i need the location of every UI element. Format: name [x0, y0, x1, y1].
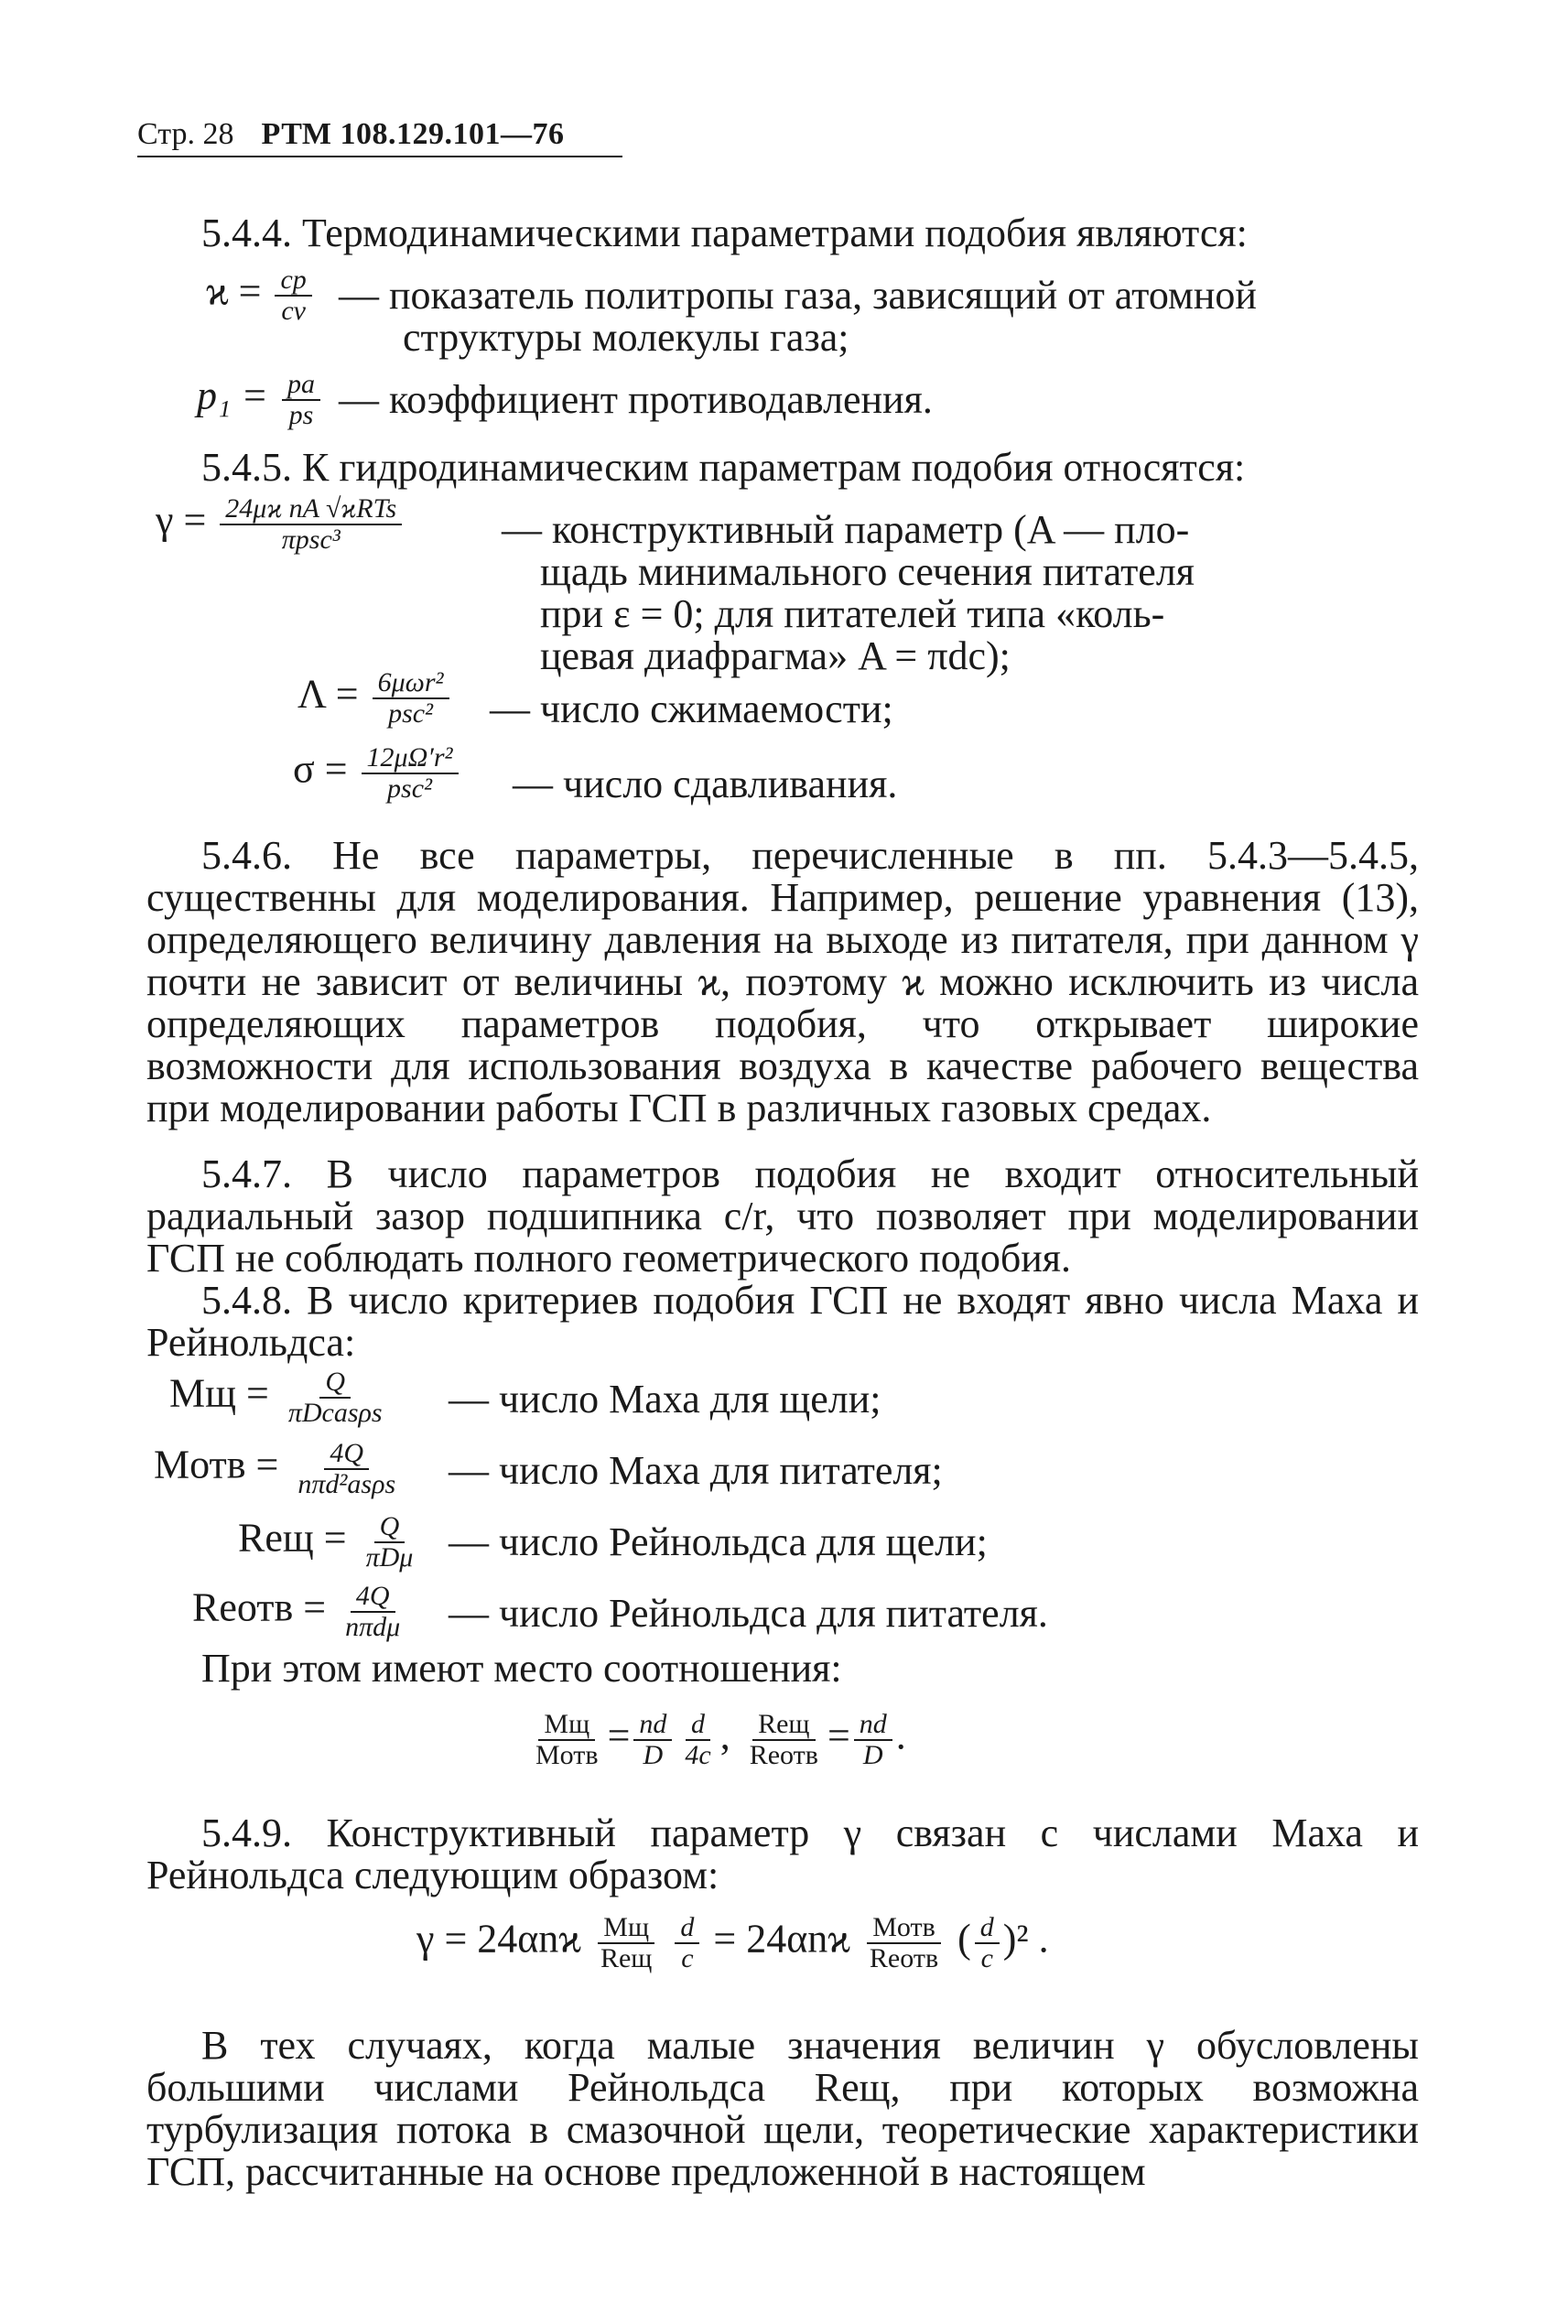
gamma-description-1: — конструктивный параметр (A — пло- — [502, 507, 1190, 552]
relations-intro: При этом имеют место соотношения: — [201, 1646, 842, 1691]
kappa-description-2: структуры молекулы газа; — [403, 315, 849, 360]
kappa-description-1: — показатель политропы газа, зависящий от атомной — [339, 273, 1257, 318]
formula-sigma: σ = $\frac{\text{12μΩ′r²}}{\text{psc²}}$ — [293, 743, 462, 803]
gamma-relation-f2: $\frac{d}{c}$ — [675, 1913, 699, 1973]
gamma-relation-f1: $\frac{Mщ}{\text{Reщ}}$ — [595, 1913, 657, 1973]
formula-reynolds-gap: Reщ = $\frac{Q}{\text{πDμ}}$ — [238, 1512, 422, 1572]
reynolds-gap-description: — число Рейнольдса для щели; — [449, 1519, 988, 1564]
relation-nd-d: $\frac{nd}{D}$ — [633, 1710, 672, 1769]
kappa-fraction: $\frac{cp}{cv}$ — [275, 265, 311, 325]
relation-d-4c: $\frac{d}{4c}$ — [685, 1709, 711, 1770]
lambda-description: — число сжимаемости; — [490, 686, 893, 731]
mach-feeder-description: — число Маха для питателя; — [449, 1448, 943, 1493]
formula-gamma-relation: γ = 24αnϰ $\frac{Mщ}{\text{Reщ}}$ $\frac{d}{c}$ = 24αnϰ $\frac{\text{Mотв}}{\text{Reотв}}$ ( $\frac{d}{c}$ )² . — [416, 1912, 1049, 1973]
document-code: РТМ 108.129.101—76 — [261, 117, 565, 151]
section-5-4-4-intro: 5.4.4. Термодинамическими параметрами подобия являются: — [201, 211, 1248, 255]
mach-feeder-fraction: $\frac{4Q}{\text{nπd²asρs}}$ — [297, 1438, 396, 1499]
gamma-description-2: щадь минимального сечения питателя — [540, 549, 1195, 594]
section-5-4-5-intro: 5.4.5. К гидродинамическим параметрам подобия относятся: — [201, 445, 1246, 490]
reynolds-feeder-fraction: $\frac{4Q}{\text{nπdμ}}$ — [345, 1581, 401, 1642]
formula-lambda: Λ = $\frac{\text{6μωr²}}{\text{psc²}}$ — [297, 668, 453, 728]
formula-mach-feeder: Mотв = $\frac{4Q}{\text{nπd²asρs}}$ — [154, 1439, 405, 1498]
gamma-description-4: цевая диафрагма» A = πdc); — [540, 633, 1011, 678]
section-5-4-9-intro: 5.4.9. Конструктивный параметр γ связан с числами Маха и Рейнольдса следующим образом: — [146, 1811, 1419, 1897]
p1-fraction: $\frac{pa}{ps}$ — [282, 370, 320, 429]
mach-gap-fraction: $\frac{Q}{\text{πDcasρs}}$ — [287, 1367, 383, 1428]
formula-relations: $\frac{Mщ}{\text{Mотв}}$ = $\frac{nd}{D}$ $\frac{d}{4c}$ , $\frac{\text{Reщ}}{\text{Reотв}}$ = $\frac{nd}{D}$ . — [526, 1710, 906, 1769]
formula-p1: p₁ = $\frac{pa}{ps}$ — [197, 370, 324, 429]
relation-nd-d-2: $\frac{nd}{D}$ — [854, 1710, 892, 1769]
reynolds-feeder-description: — число Рейнольдса для питателя. — [449, 1591, 1048, 1636]
p1-description: — коэффициент противодавления. — [339, 377, 933, 422]
section-5-4-6: 5.4.6. Не все параметры, перечисленные в пп. 5.4.3—5.4.5, существенны для моделирования. Например, решение уравнения (13), определяющего величину давления на выходе из питателя, при данном γ почти не зависит от величины ϰ, поэтому ϰ можно исключить из числа определяющих параметров подобия, что открывает широкие возможности для использования воздуха в качестве рабочего вещества при моделировании работы ГСП в различных газовых средах. — [146, 833, 1419, 1130]
mach-gap-description: — число Маха для щели; — [449, 1377, 881, 1421]
page-header — [137, 117, 622, 157]
section-5-4-7: 5.4.7. В число параметров подобия не входит относительный радиальный зазор подшипника c/r, что позволяет при моделировании ГСП не соблюдать полного геометрического подобия. — [146, 1151, 1419, 1281]
section-5-4-8-intro: 5.4.8. В число критериев подобия ГСП не входят явно числа Маха и Рейнольдса: — [146, 1278, 1419, 1365]
gamma-fraction: $\frac{\text{24μϰ nA √ϰRTs}}{\text{πpsc³}}$ — [220, 494, 402, 554]
sigma-fraction: $\frac{\text{12μΩ′r²}}{\text{psc²}}$ — [362, 743, 459, 803]
gamma-description-3: при ε = 0; для питателей типа «коль- — [540, 591, 1165, 636]
relation-mach-ratio: $\frac{Mщ}{\text{Mотв}}$ — [535, 1709, 599, 1770]
sigma-description: — число сдавливания. — [513, 762, 898, 806]
page-number: Стр. 28 — [137, 117, 234, 151]
relation-reynolds-ratio: $\frac{\text{Reщ}}{\text{Reотв}}$ — [749, 1709, 818, 1770]
formula-mach-gap: Mщ = $\frac{Q}{\text{πDcasρs}}$ — [169, 1367, 392, 1427]
lambda-fraction: $\frac{\text{6μωr²}}{\text{psc²}}$ — [373, 668, 449, 728]
formula-reynolds-feeder: Reотв = $\frac{4Q}{\text{nπdμ}}$ — [192, 1582, 409, 1641]
final-paragraph: В тех случаях, когда малые значения величин γ обусловлены большими числами Рейнольдса Reщ, при которых возможна турбулизация потока в смазочной щели, теоретические характеристики ГСП, рассчитанные на основе предложенной в настоящем — [146, 2023, 1419, 2194]
gamma-relation-f4: $\frac{d}{c}$ — [975, 1913, 1000, 1973]
reynolds-gap-fraction: $\frac{Q}{\text{πDμ}}$ — [365, 1511, 414, 1573]
formula-gamma: γ = $\frac{\text{24μϰ nA √ϰRTs}}{\text{πpsc³}}$ — [156, 494, 406, 554]
gamma-relation-f3: $\frac{\text{Mотв}}{\text{Reотв}}$ — [864, 1913, 944, 1973]
formula-kappa: ϰ = $\frac{cp}{cv}$ — [206, 265, 316, 325]
